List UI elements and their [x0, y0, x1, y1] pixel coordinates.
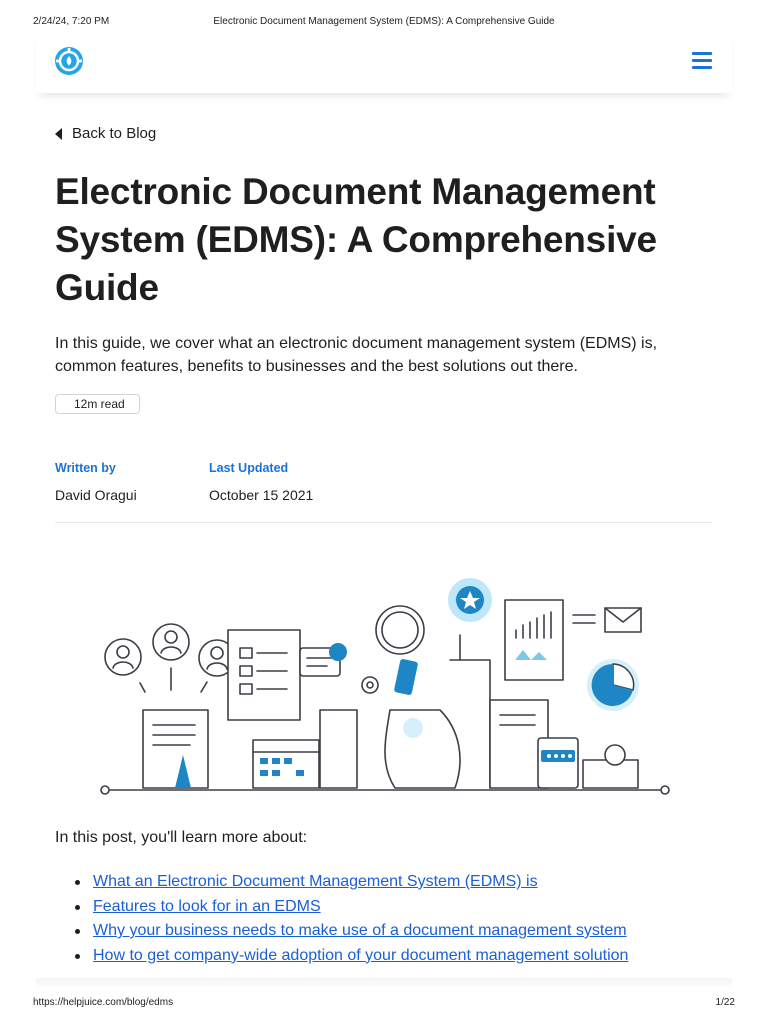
meta-divider	[55, 522, 712, 523]
toc-item	[75, 895, 628, 920]
author-label: Written by	[55, 461, 116, 475]
print-doc-title: Electronic Document Management System (EDMS): A Comprehensive Guide	[213, 16, 555, 27]
back-to-blog-link[interactable]	[55, 125, 156, 142]
page-title: Electronic Document Management System (EDMS): A Comprehensive Guide	[55, 171, 657, 308]
toc-item	[75, 944, 628, 969]
updated-label: Last Updated	[209, 461, 289, 475]
edms-hero-illustration	[95, 560, 680, 805]
print-header	[0, 16, 768, 30]
caret-left-icon	[55, 128, 62, 140]
print-date: 2/24/24, 7:20 PM	[33, 16, 110, 27]
toc-link-why-business-needs[interactable]: Why your business needs to make use of a document management system	[93, 922, 627, 939]
top-navbar	[36, 30, 732, 93]
updated-date: October 15 2021	[209, 487, 314, 503]
toc-link-features[interactable]: Features to look for in an EDMS	[93, 897, 321, 915]
toc-item	[75, 870, 628, 895]
read-time-badge: 12m read	[55, 394, 140, 414]
bottom-shadow	[36, 978, 732, 988]
toc-link-what-is-edms[interactable]: What an Electronic Document Management System (EDMS) is	[93, 873, 538, 890]
toc-link-adoption[interactable]: How to get company-wide adoption of your document management solution	[93, 946, 629, 964]
toc-item	[75, 919, 628, 944]
back-to-blog-label: Back to Blog	[72, 125, 157, 142]
table-of-contents	[75, 870, 628, 968]
author-name: David Oragui	[55, 487, 137, 503]
article-lede: In this guide, we cover what an electronic document management system (EDMS) is, common features, benefits to businesses and the best solutions out there.	[55, 335, 658, 375]
print-url: https://helpjuice.com/blog/edms	[33, 997, 174, 1008]
hamburger-menu-icon[interactable]	[692, 52, 712, 70]
helpjuice-logo-icon[interactable]	[54, 46, 84, 76]
print-page-number: 1/22	[715, 997, 735, 1008]
toc-intro: In this post, you'll learn more about:	[55, 829, 308, 846]
